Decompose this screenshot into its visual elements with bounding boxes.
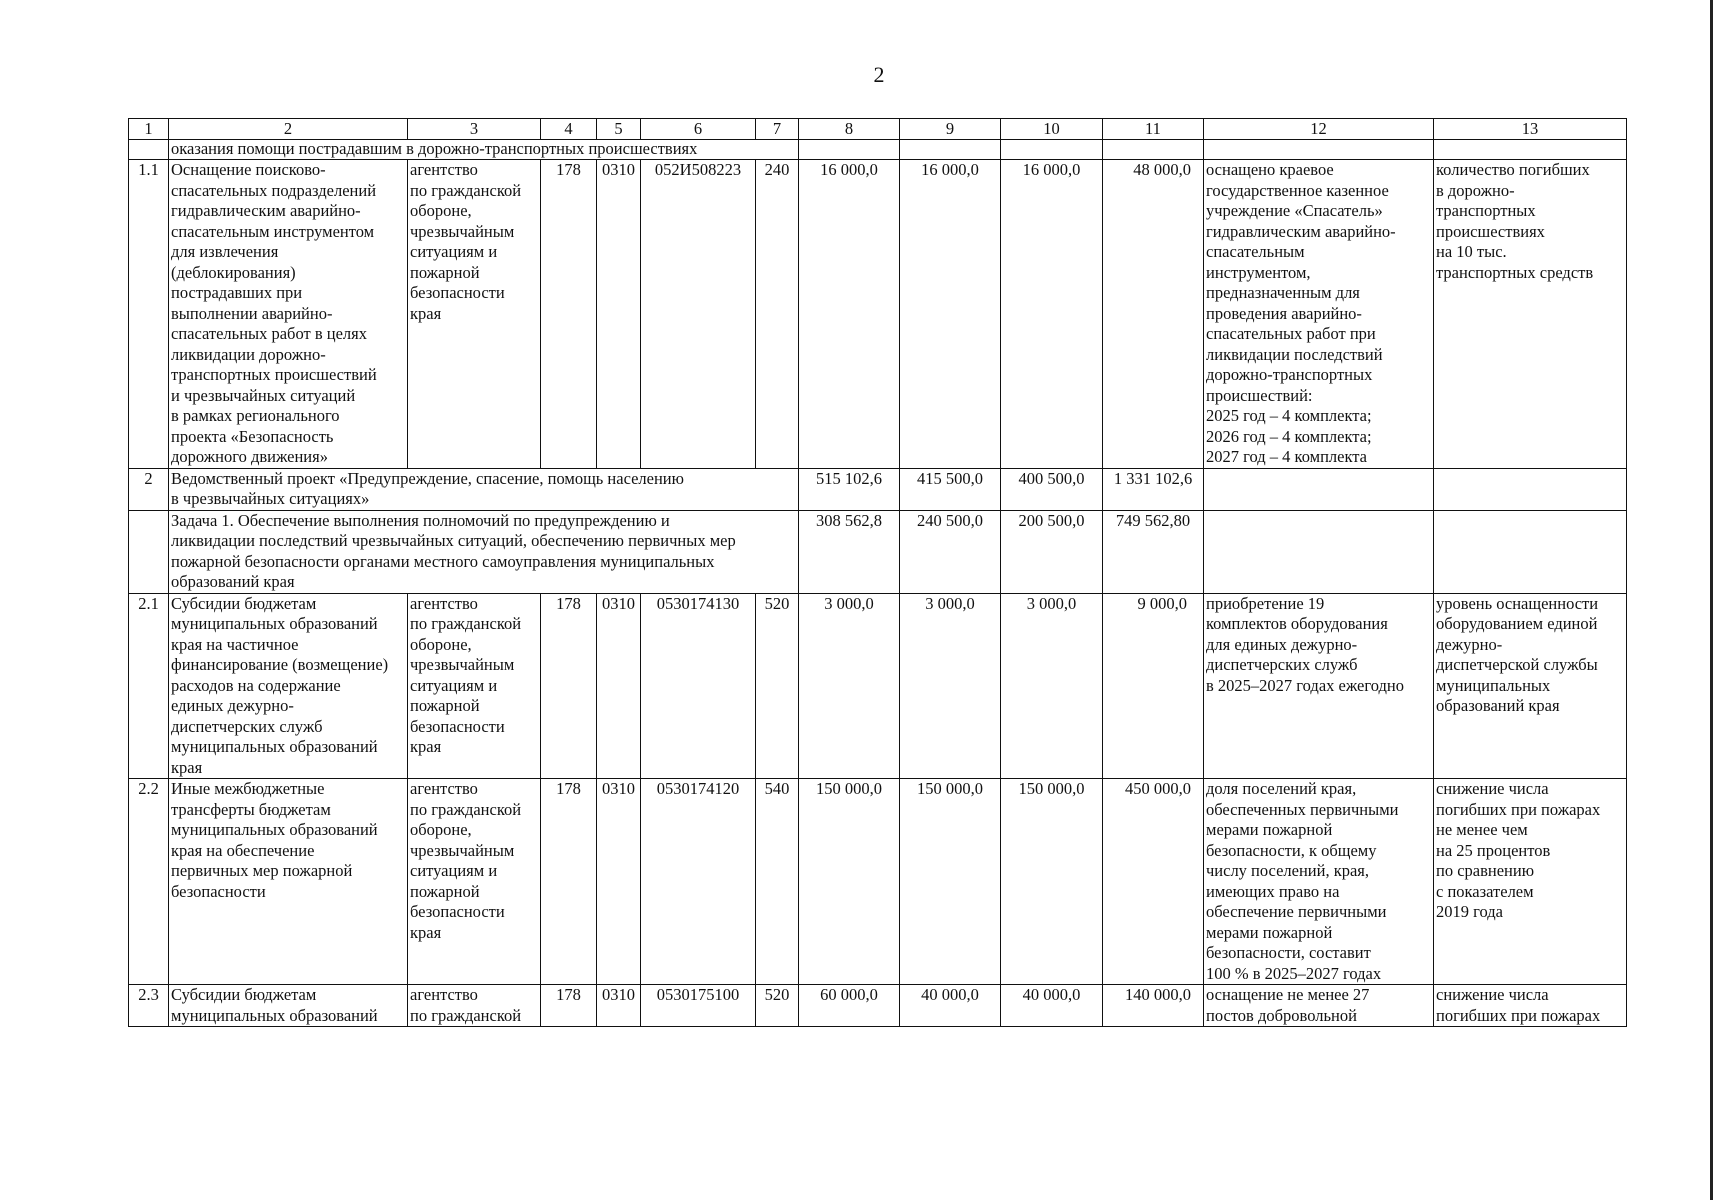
expected-result: приобретение 19 комплектов оборудования для единых дежурно- диспетчерских служб в 2025–2027 годах ежегодно bbox=[1204, 593, 1434, 779]
event-name: Субсидии бюджетам муниципальных образований края на частичное финансирование (возмещение) расходов на содержание единых дежурно- диспетчерских служб муниципальных образований края bbox=[169, 593, 408, 779]
header-cell: 1 bbox=[129, 119, 169, 140]
target-indicator: количество погибших в дорожно- транспортных происшествиях на 10 тыс. транспортных средств bbox=[1434, 160, 1627, 469]
amount-2026: 150 000,0 bbox=[900, 779, 1001, 985]
table-row bbox=[129, 593, 1627, 779]
header-cell: 12 bbox=[1204, 119, 1434, 140]
table-row bbox=[129, 160, 1627, 469]
code-section: 0310 bbox=[597, 985, 641, 1027]
amount-2026: 3 000,0 bbox=[900, 593, 1001, 779]
expected-result: оснащено краевое государственное казенное учреждение «Спасатель» гидравлическим аварийно- спасательным инструментом, предназначенным для проведения аварийно- спасательных работ при ликвидации последствий дорожно-транспортных происшествий: 2025 год – 4 комплекта; 2026 год – 4 комплекта; 2027 год – 4 комплекта bbox=[1204, 160, 1434, 469]
table-row bbox=[129, 779, 1627, 985]
code-target: 0530174120 bbox=[641, 779, 756, 985]
expected-result: оснащение не менее 27 постов добровольной bbox=[1204, 985, 1434, 1027]
code-expense: 240 bbox=[756, 160, 799, 469]
amount-total: 9 000,0 bbox=[1103, 593, 1204, 779]
amount-total: 749 562,80 bbox=[1103, 510, 1204, 593]
header-cell: 13 bbox=[1434, 119, 1627, 140]
amount-2025: 515 102,6 bbox=[799, 468, 900, 510]
task-title: Задача 1. Обеспечение выполнения полномочий по предупреждению и ликвидации последствий чрезвычайных ситуаций, обеспечению первичных мер пожарной безопасности органами местного самоуправления муниципальных образований края bbox=[169, 510, 799, 593]
event-name: Иные межбюджетные трансферты бюджетам муниципальных образований края на обеспечение первичных мер пожарной безопасности bbox=[169, 779, 408, 985]
row-number: 2 bbox=[129, 468, 169, 510]
project-title: Ведомственный проект «Предупреждение, спасение, помощь населению в чрезвычайных ситуациях» bbox=[169, 468, 799, 510]
continuation-text: оказания помощи пострадавшим в дорожно-транспортных происшествиях bbox=[169, 140, 799, 160]
amount-2027: 3 000,0 bbox=[1001, 593, 1103, 779]
event-name: Субсидии бюджетам муниципальных образований bbox=[169, 985, 408, 1027]
program-table bbox=[128, 118, 1627, 1027]
header-cell: 5 bbox=[597, 119, 641, 140]
code-grbs: 178 bbox=[541, 779, 597, 985]
amount-2025: 308 562,8 bbox=[799, 510, 900, 593]
amount-2026: 240 500,0 bbox=[900, 510, 1001, 593]
event-name: Оснащение поисково- спасательных подразделений гидравлическим аварийно- спасательным инструментом для извлечения (деблокирования) пострадавших при выполнении аварийно- спасательных работ в целях ликвидации дорожно- транспортных происшествий и чрезвычайных ситуаций в рамках регионального проекта «Безопасность дорожного движения» bbox=[169, 160, 408, 469]
amount-total: 450 000,0 bbox=[1103, 779, 1204, 985]
code-expense: 520 bbox=[756, 593, 799, 779]
row-number: 1.1 bbox=[129, 160, 169, 469]
target-indicator: уровень оснащенности оборудованием единой дежурно- диспетчерской службы муниципальных образований края bbox=[1434, 593, 1627, 779]
code-section: 0310 bbox=[597, 779, 641, 985]
header-cell: 7 bbox=[756, 119, 799, 140]
amount-2026: 40 000,0 bbox=[900, 985, 1001, 1027]
table-row bbox=[129, 985, 1627, 1027]
header-cell: 2 bbox=[169, 119, 408, 140]
amount-2027: 400 500,0 bbox=[1001, 468, 1103, 510]
header-cell: 6 bbox=[641, 119, 756, 140]
code-section: 0310 bbox=[597, 160, 641, 469]
header-cell: 11 bbox=[1103, 119, 1204, 140]
table-row bbox=[129, 468, 1627, 510]
header-cell: 9 bbox=[900, 119, 1001, 140]
amount-2026: 415 500,0 bbox=[900, 468, 1001, 510]
code-grbs: 178 bbox=[541, 985, 597, 1027]
amount-2027: 40 000,0 bbox=[1001, 985, 1103, 1027]
amount-2025: 16 000,0 bbox=[799, 160, 900, 469]
row-number: 2.2 bbox=[129, 779, 169, 985]
header-cell: 3 bbox=[408, 119, 541, 140]
responsible-agency: агентство по гражданской bbox=[408, 985, 541, 1027]
continuation-row bbox=[129, 140, 1627, 160]
expected-result: доля поселений края, обеспеченных первичными мерами пожарной безопасности, к общему числу поселений, края, имеющих право на обеспечение первичными мерами пожарной безопасности, составит 100 % в 2025–2027 годах bbox=[1204, 779, 1434, 985]
responsible-agency: агентство по гражданской обороне, чрезвычайным ситуациям и пожарной безопасности края bbox=[408, 160, 541, 469]
amount-total: 48 000,0 bbox=[1103, 160, 1204, 469]
amount-2026: 16 000,0 bbox=[900, 160, 1001, 469]
code-target: 052И508223 bbox=[641, 160, 756, 469]
code-expense: 520 bbox=[756, 985, 799, 1027]
amount-2027: 200 500,0 bbox=[1001, 510, 1103, 593]
amount-2025: 60 000,0 bbox=[799, 985, 900, 1027]
header-row bbox=[129, 119, 1627, 140]
page-number: 2 bbox=[873, 62, 885, 87]
table-row bbox=[129, 510, 1627, 593]
code-target: 0530174130 bbox=[641, 593, 756, 779]
amount-2025: 150 000,0 bbox=[799, 779, 900, 985]
code-target: 0530175100 bbox=[641, 985, 756, 1027]
amount-total: 140 000,0 bbox=[1103, 985, 1204, 1027]
target-indicator: снижение числа погибших при пожарах не менее чем на 25 процентов по сравнению с показателем 2019 года bbox=[1434, 779, 1627, 985]
row-number: 2.1 bbox=[129, 593, 169, 779]
code-grbs: 178 bbox=[541, 160, 597, 469]
header-cell: 10 bbox=[1001, 119, 1103, 140]
amount-2027: 16 000,0 bbox=[1001, 160, 1103, 469]
responsible-agency: агентство по гражданской обороне, чрезвычайным ситуациям и пожарной безопасности края bbox=[408, 779, 541, 985]
header-cell: 8 bbox=[799, 119, 900, 140]
header-cell: 4 bbox=[541, 119, 597, 140]
code-grbs: 178 bbox=[541, 593, 597, 779]
responsible-agency: агентство по гражданской обороне, чрезвычайным ситуациям и пожарной безопасности края bbox=[408, 593, 541, 779]
code-section: 0310 bbox=[597, 593, 641, 779]
row-number: 2.3 bbox=[129, 985, 169, 1027]
amount-total: 1 331 102,6 bbox=[1103, 468, 1204, 510]
code-expense: 540 bbox=[756, 779, 799, 985]
target-indicator: снижение числа погибших при пожарах bbox=[1434, 985, 1627, 1027]
amount-2025: 3 000,0 bbox=[799, 593, 900, 779]
amount-2027: 150 000,0 bbox=[1001, 779, 1103, 985]
